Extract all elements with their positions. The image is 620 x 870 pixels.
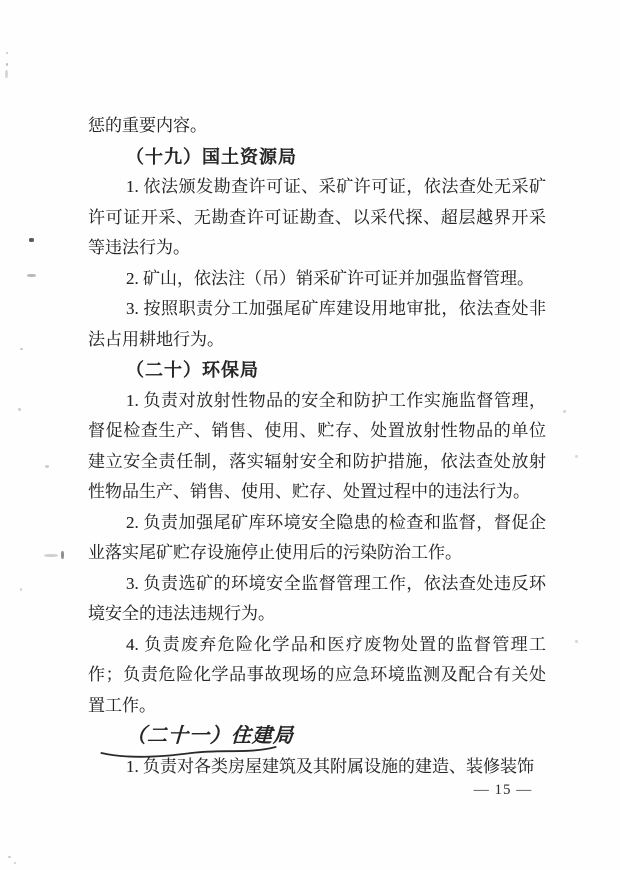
scan-speckle [575, 640, 578, 643]
handwritten-underline [99, 744, 278, 760]
scan-speckle [20, 588, 22, 591]
clause-20-1: 1. 负责对放射性物品的安全和防护工作实施监督管理，督促检查生产、销售、使用、贮存、处置放射性物品的单位建立安全责任制，落实辐射安全和防护措施，依法查处放射性物品生产、销售、使用、贮存、处置过程中的违法行为。 [88, 390, 546, 501]
scan-speckle [575, 455, 578, 458]
clause-19-1: 1. 依法颁发勘查许可证、采矿许可证，依法查处无采矿许可证开采、无勘查许可证勘查、以采代探、超层越界开采等违法行为。 [88, 177, 546, 257]
scan-speckle [5, 70, 8, 78]
clause-19-2: 2. 矿山，依法注（吊）销采矿许可证并加强监督管理。 [126, 268, 534, 288]
section-heading-21-handwritten [87, 721, 546, 752]
section-heading-20: （二十）环保局 [126, 360, 259, 380]
clause-21-1: 1. 负责对各类房屋建筑及其附属设施的建造、装修装饰 [126, 756, 534, 776]
scan-speckle [18, 408, 21, 411]
section-heading-19: （十九）国土资源局 [126, 146, 297, 167]
scan-speckle [44, 554, 58, 557]
clause-20-3: 3. 负责选矿的环境安全监督管理工作，依法查处违反环境安全的违法违规行为。 [88, 573, 546, 623]
body-line-continuation: 惩的重要内容。 [88, 116, 207, 135]
scan-speckle [14, 862, 16, 864]
scan-speckle [6, 63, 8, 66]
scan-speckle [563, 410, 566, 413]
scan-speckle [45, 465, 49, 468]
page-number: — 15 — [473, 782, 533, 798]
clause-19-3: 3. 按照职责分工加强尾矿库建设用地审批，依法查处非法占用耕地行为。 [88, 299, 546, 349]
clause-20-2: 2. 负责加强尾矿库环境安全隐患的检查和监督，督促企业落实尾矿贮存设施停止使用后的污染防治工作。 [88, 512, 546, 562]
clause-20-4: 4. 负责废弃危险化学品和医疗废物处置的监督管理工作；负责危险化学品事故现场的应急环境监测及配合有关处置工作。 [88, 634, 546, 715]
scan-speckle [61, 551, 64, 559]
document-text [88, 111, 546, 782]
scan-speckle [29, 238, 34, 242]
scan-speckle [6, 52, 8, 54]
section-heading-21-label: （二十一）住建局 [125, 725, 295, 747]
scan-speckle [20, 348, 23, 350]
scan-speckle [8, 856, 11, 858]
scan-speckle [27, 274, 36, 277]
